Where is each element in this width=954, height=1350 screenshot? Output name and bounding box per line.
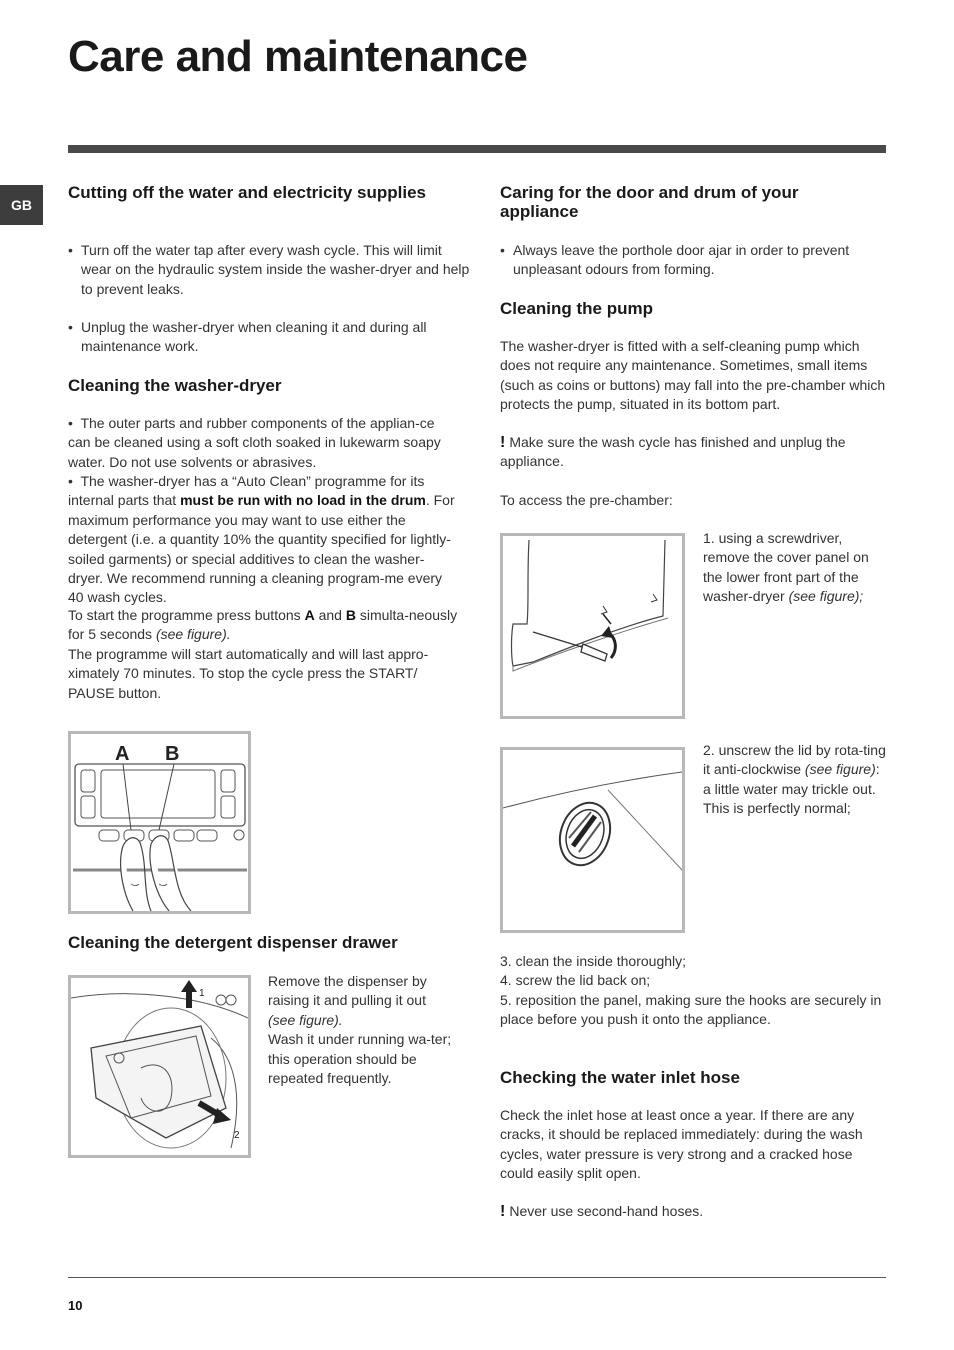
button-b-label: B: [345, 607, 356, 623]
page-title: Care and maintenance: [68, 32, 528, 81]
language-tab: GB: [0, 185, 43, 225]
pump-step-1: [703, 529, 887, 607]
footer-divider: [68, 1277, 886, 1278]
pump-warning-text: Make sure the wash cycle has finished and unplug the appliance.: [500, 434, 846, 470]
pump-step-2-text-a: 2. unscrew the lid by rota-ting it anti-clockwise: [703, 742, 886, 778]
section-heading-dispenser: Cleaning the detergent dispenser drawer: [68, 933, 398, 952]
dispenser-text-b: Wash it under running wa-ter; this operation should be repeated frequently.: [268, 1031, 452, 1087]
dispenser-text-a: Remove the dispenser by raising it and pulling it out: [268, 973, 427, 1009]
pump-step-4: 4. screw the lid back on;: [500, 972, 651, 989]
dispenser-see-figure: (see figure).: [268, 1011, 343, 1028]
pump-step-2: [703, 741, 887, 819]
page-number: 10: [68, 1298, 83, 1313]
cover-panel-figure: [500, 533, 685, 719]
pump-step-2-see-figure: (see figure): [804, 761, 876, 778]
pump-access-text: To access the pre-chamber:: [500, 492, 673, 508]
cleaning-paragraph-3: [68, 606, 458, 645]
cleaning-paragraph-1-text: The outer parts and rubber components of the applian-ce can be cleaned using a soft cloth soaked in lukewarm soapy water. Do not use solvents or abrasives.: [68, 415, 441, 470]
cleaning-paragraph-2-text-a: The washer-dryer has a “Auto Clean” programme for its internal parts that: [68, 473, 425, 509]
water-bullet-1: • Turn off the water tap after every wash cycle. This will limit wear on the hydraulic system inside the washer-dryer and help to prevent leaks.: [68, 241, 473, 299]
hose-warning: [500, 1202, 886, 1221]
pump-warning: [500, 433, 886, 472]
warning-mark: !: [500, 434, 506, 451]
cleaning-paragraph-3-text-b: simulta-neously for 5 seconds: [68, 607, 458, 643]
cleaning-paragraph-4: The programme will start automatically and will last appro-ximately 70 minutes. To stop the cycle press the START/ PAUSE button.: [68, 646, 429, 701]
hose-warning-text: Never use second-hand hoses.: [509, 1203, 704, 1219]
water-bullet-2: • Unplug the washer-dryer when cleaning it and during all maintenance work.: [68, 318, 473, 357]
section-heading-cleaning: Cleaning the washer-dryer: [68, 376, 282, 395]
pump-step-2-text-b: : a little water may trickle out. This is perfectly normal;: [703, 761, 880, 817]
section-heading-hose: Checking the water inlet hose: [500, 1068, 740, 1087]
dispenser-text: [268, 972, 456, 1088]
dispenser-figure: [68, 975, 251, 1158]
warning-mark: !: [500, 1203, 506, 1220]
cleaning-paragraph-2-bold: must be run with no load in the drum: [180, 492, 426, 509]
pump-step-1-text: 1. using a screwdriver, remove the cover panel on the lower front part of the washer-dryer: [703, 530, 869, 605]
pump-step-1-see-figure: (see figure);: [788, 588, 864, 605]
figure-label-b: B: [165, 743, 180, 765]
cleaning-paragraph-1: • The outer parts and rubber components of the applian-ce can be cleaned using a soft cloth soaked in lukewarm soapy water. Do not use solvents or abrasives.: [68, 415, 441, 470]
dispenser-step-1-label: 1: [199, 988, 205, 999]
section-heading-water: Cutting off the water and electricity supplies: [68, 183, 426, 202]
cleaning-paragraph-2: • The washer-dryer has a “Auto Clean” programme for its internal parts that must be run with no load in the drum. For maximum performance you may want to use either the detergent (i.e. a quantity 10% the quantity specified for lightly-soiled garments) or special additives to clean the washer-dryer. We recommend running a cleaning program-me every 40 wash cycles.: [68, 473, 455, 606]
pump-steps-3-5: [500, 952, 888, 1030]
title-divider: [68, 145, 886, 153]
control-panel-figure: [68, 731, 251, 914]
pump-step-5: 5. reposition the panel, making sure the hooks are securely in place before you push it onto the appliance.: [500, 991, 882, 1028]
button-a-label: A: [304, 607, 315, 623]
pump-step-3: 3. clean the inside thoroughly;: [500, 953, 687, 969]
section-heading-door: Caring for the door and drum of your appliance: [500, 183, 799, 221]
pump-lid-figure: [500, 747, 685, 933]
door-bullet-1: • Always leave the porthole door ajar in order to prevent unpleasant odours from forming.: [500, 241, 899, 280]
cleaning-paragraph-2-text-b: . For maximum performance you may want to use either the detergent (i.e. a quantity 10% the quantity specified for lightly-soiled garments) or special additives to clean the washer-dryer. We recommend running a cleaning program-me every 40 wash cycles.: [68, 492, 455, 606]
hose-paragraph-1: Check the inlet hose at least once a year. If there are any cracks, it should be replaced immediately: during the wash cycles, water pressure is very strong and a cracked hose could easily split open.: [500, 1107, 863, 1182]
pump-paragraph-1: The washer-dryer is fitted with a self-cleaning pump which does not require any maintenance. Sometimes, small items (such as coins or buttons) may fall into the pre-chamber which protects the pump, situated in its bottom part.: [500, 338, 886, 413]
cleaning-paragraph-3-text-a: To start the programme press buttons: [68, 607, 305, 623]
section-heading-pump: Cleaning the pump: [500, 299, 653, 318]
dispenser-step-2-label: 2: [234, 1130, 240, 1141]
cleaning-paragraph-3-and: and: [314, 607, 346, 623]
cleaning-see-figure: (see figure).: [155, 626, 231, 643]
figure-label-a: A: [115, 743, 130, 765]
